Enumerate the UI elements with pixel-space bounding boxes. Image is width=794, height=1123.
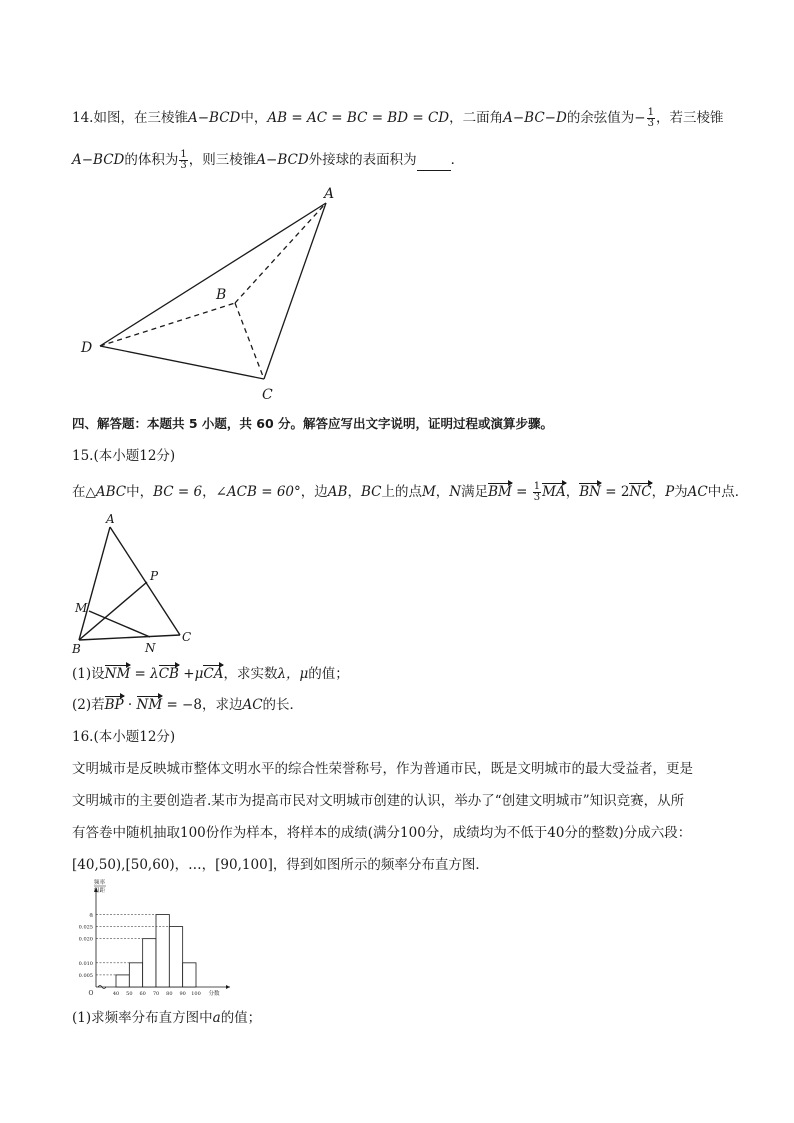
edge-da xyxy=(100,203,326,346)
label-d: D xyxy=(81,340,93,356)
y-tick-label: 0.005 xyxy=(78,972,93,979)
q16-question-1: (1)求频率分布直方图中a的值； xyxy=(72,1010,262,1026)
x-axis-arrow xyxy=(226,985,230,989)
x-tick-label: 50 xyxy=(126,991,133,997)
side-ab xyxy=(79,527,110,640)
q14-line-1: 14.如图，在三棱锥A−BCD中，AB = AC = BC = BD = CD，二面角A−BC−D的余弦值为− $\frac{1}{3}$ ，若三棱锥 xyxy=(72,107,724,129)
edge-db xyxy=(100,303,235,346)
label-c: C xyxy=(182,630,192,644)
volume-fraction: $\frac{1}{3}$ xyxy=(180,149,187,171)
q15-part-1: (1)设NM = λCB +μCA，求实数λ，μ的值； xyxy=(72,666,349,682)
label-c: C xyxy=(262,387,273,403)
edge-ba xyxy=(235,203,326,303)
y-tick-label: 0.010 xyxy=(78,960,93,967)
y-tick-label: 0.025 xyxy=(78,924,93,931)
x-tick-label: 100 xyxy=(191,991,201,997)
answer-blank[interactable] xyxy=(417,156,451,171)
q16-para-4: [40,50),[50,60)，…，[90,100]，得到如图所示的频率分布直方图． xyxy=(72,857,489,873)
q16-para-3: 有答卷中随机抽取100份作为样本，将样本的成绩(满分100分，成绩均为不低于40分的整数)分成六段： xyxy=(72,825,692,841)
x-tick-label: 80 xyxy=(166,991,173,997)
y-label-top: 频率 xyxy=(94,880,106,886)
q15-part-2: (2)若BP · NM = −8，求边AC的长． xyxy=(72,697,304,713)
x-label: 分数 xyxy=(208,991,220,997)
histogram-bar xyxy=(129,963,142,987)
section-heading: 四、解答题：本题共 5 小题，共 60 分。解答应写出文字说明，证明过程或演算步骤。 xyxy=(72,416,554,431)
x-tick-label: 90 xyxy=(179,991,186,997)
q16-para-2: 文明城市的主要创造者.某市为提高市民对文明城市创建的认识，举办了“创建文明城市”知识竞赛，从所 xyxy=(72,793,685,809)
y-label-bottom: 组距 xyxy=(94,888,106,894)
q15-heading: 15.(本小题12分) xyxy=(72,448,176,464)
label-b: B xyxy=(72,642,81,656)
triangle-figure xyxy=(70,512,200,657)
histogram-bar xyxy=(116,975,129,987)
label-p: P xyxy=(150,569,159,583)
label-a: A xyxy=(324,186,335,202)
histogram-bar xyxy=(183,963,196,987)
q16-para-1: 文明城市是反映城市整体文明水平的综合性荣誉称号，作为普通市民，既是文明城市的最大受益者，更是 xyxy=(72,761,693,777)
x-tick-label: 60 xyxy=(139,991,146,997)
label-m: M xyxy=(75,601,88,615)
side-ac xyxy=(110,527,180,635)
histogram-bar xyxy=(143,939,156,987)
label-n: N xyxy=(145,641,156,655)
tetrahedron-figure xyxy=(78,186,348,406)
y-tick-label: a xyxy=(89,911,93,919)
x-tick-label: 40 xyxy=(112,991,120,997)
q15-statement: 在△ABC中，BC = 6，∠ACB = 60°，边AB，BC上的点M，N满足BM = $\frac{1}{3}$ MA，BN = 2NC，P为AC中点． xyxy=(72,481,749,503)
edge-ac xyxy=(264,203,326,379)
label-a: A xyxy=(106,512,115,526)
edge-dc xyxy=(100,346,264,379)
q16-heading: 16.(本小题12分) xyxy=(72,729,176,745)
q14-line-2: A−BCD的体积为 $\frac{1}{3}$ ，则三棱锥A−BCD外接球的表面积为 ． xyxy=(72,149,465,171)
side-bc xyxy=(79,635,180,640)
histogram-bar xyxy=(169,927,182,987)
x-tick-label: 70 xyxy=(152,991,160,997)
histogram-bar xyxy=(156,915,169,988)
edge-bc xyxy=(235,303,264,379)
cos-fraction: $\frac{1}{3}$ xyxy=(647,107,654,129)
y-tick-label: 0.020 xyxy=(78,936,93,943)
origin-label: O xyxy=(88,990,94,997)
label-b: B xyxy=(216,287,227,303)
frequency-histogram xyxy=(68,878,248,1000)
